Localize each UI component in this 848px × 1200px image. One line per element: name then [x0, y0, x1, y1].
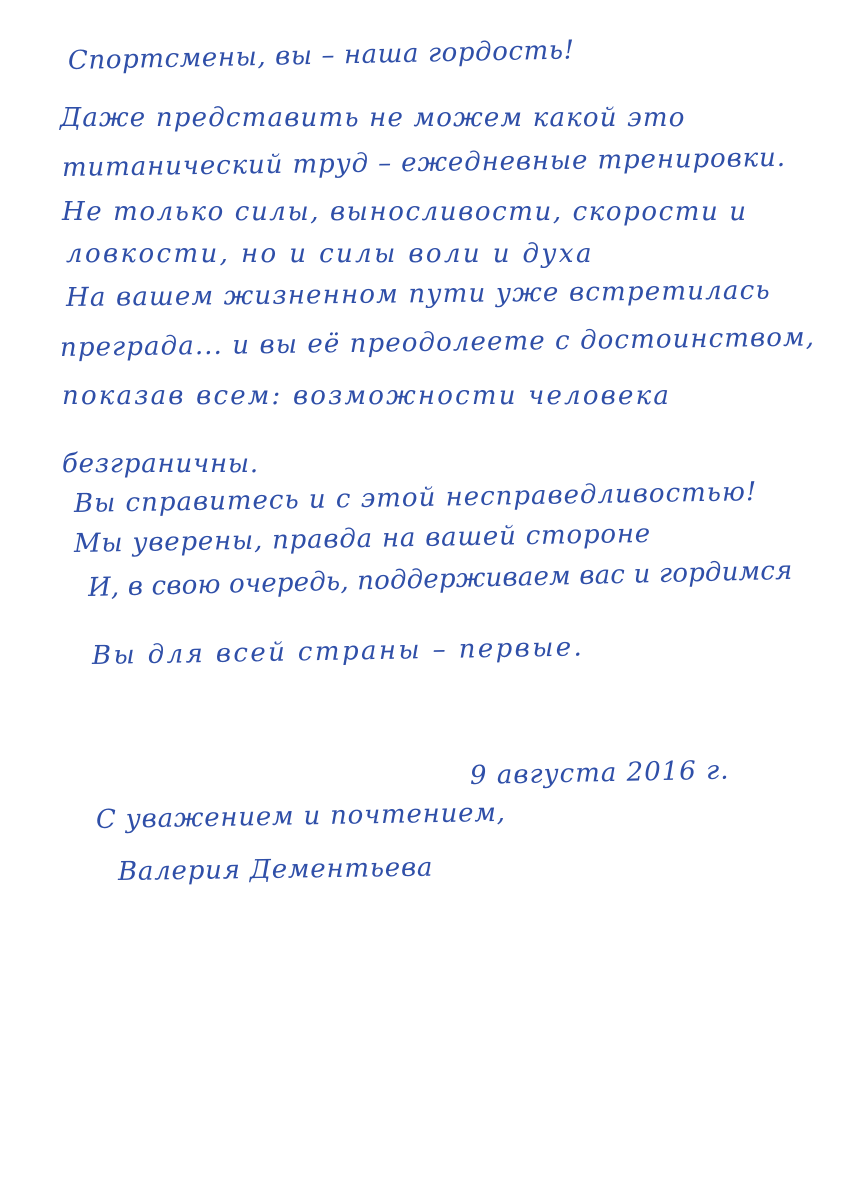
letter-line-4: ловкости, но и силы воли и духа [66, 239, 594, 269]
letter-line-10: Мы уверены, правда на вашей стороне [73, 518, 652, 559]
letter-line-6: преграда... и вы её преодолеете с достоинством, [59, 322, 816, 363]
letter-line-2: титанический труд – ежедневные тренировки. [61, 142, 787, 183]
letter-line-3: Не только силы, выносливости, скорости и [62, 197, 748, 227]
letter-line-9: Вы справитесь и с этой несправедливостью! [73, 477, 758, 519]
letter-line-5: На вашем жизненном пути уже встретилась [65, 275, 771, 313]
letter-line-12: Вы для всей страны – первые. [91, 632, 585, 671]
letter-line-1: Даже представить не можем какой это [60, 103, 686, 133]
letter-line-7: показав всем: возможности человека [62, 381, 672, 411]
letter-line-8: безграничны. [62, 449, 259, 479]
letter-date: 9 августа 2016 г. [469, 755, 730, 791]
letter-signature: Валерия Дементьева [117, 852, 434, 887]
letter-closing: С уважением и почтением, [95, 797, 506, 835]
letter-line-11: И, в свою очередь, поддерживаем вас и гордимся [87, 555, 793, 603]
letter-greeting: Спортсмены, вы – наша гордость! [67, 35, 575, 76]
